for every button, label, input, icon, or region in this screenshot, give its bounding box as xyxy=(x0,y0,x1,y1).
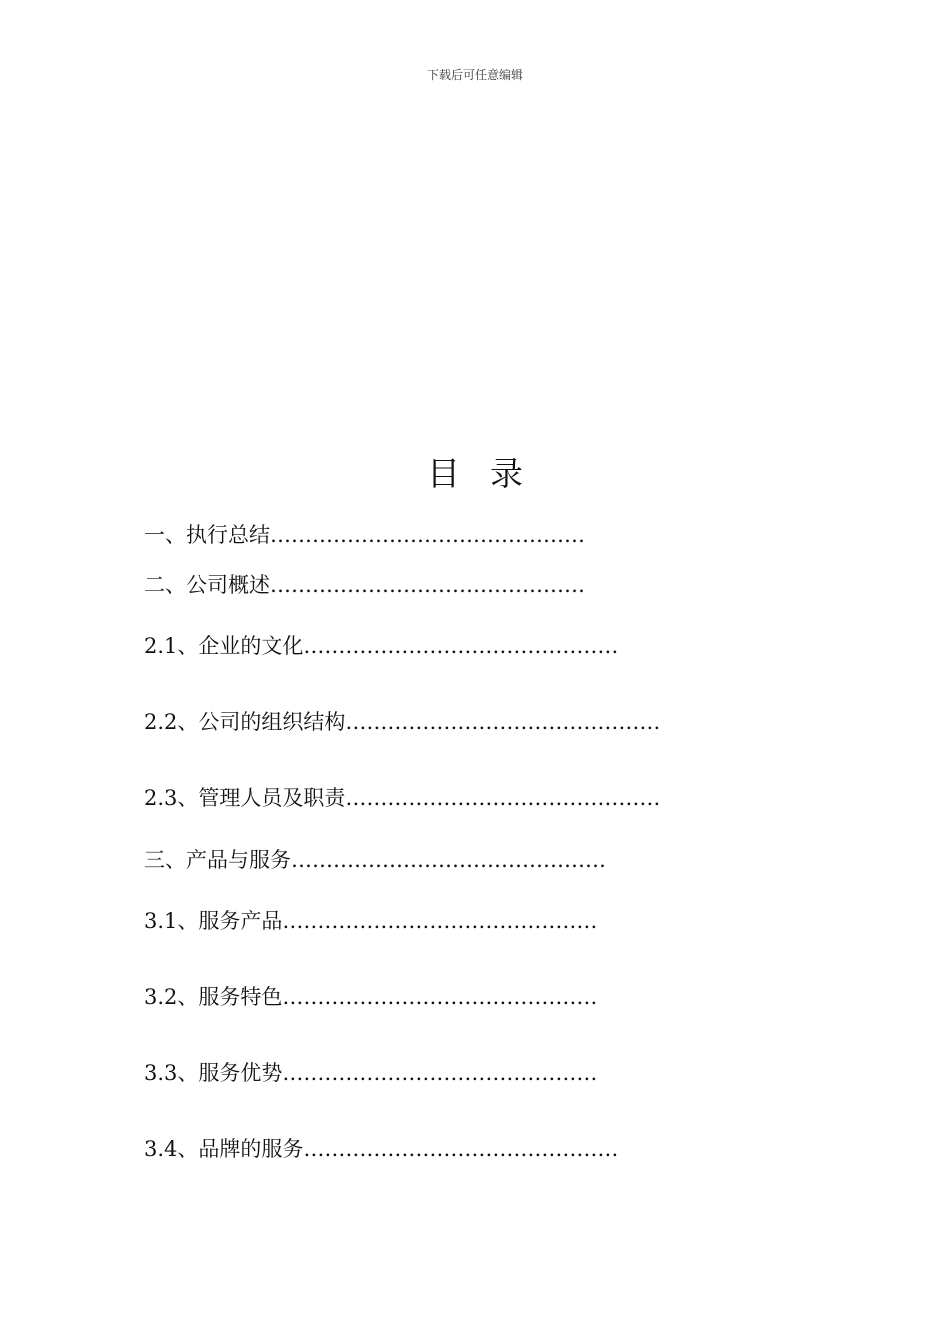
toc-entry-3 xyxy=(144,632,618,660)
toc-entry-leader: ……………………………………… xyxy=(303,634,619,658)
toc-entry-1 xyxy=(144,521,585,549)
toc-entry-leader: ……………………………………… xyxy=(291,848,606,872)
toc-entry-leader: ……………………………………… xyxy=(345,786,661,810)
toc-entry-leader: ……………………………………… xyxy=(282,985,598,1009)
toc-entry-7 xyxy=(144,907,597,935)
toc-entry-leader: ……………………………………… xyxy=(282,1061,598,1085)
toc-entry-label: 3.4、品牌的服务 xyxy=(144,1137,304,1161)
toc-entry-5 xyxy=(144,784,660,812)
toc-entry-label: 三、产品与服务 xyxy=(144,848,291,872)
toc-entry-label: 一、执行总结 xyxy=(144,523,270,547)
toc-entry-label: 2.2、公司的组织结构 xyxy=(144,710,346,734)
toc-entry-label: 3.1、服务产品 xyxy=(144,909,283,933)
toc-title: 目录 xyxy=(427,454,553,493)
toc-entry-2 xyxy=(144,571,585,599)
toc-entry-9 xyxy=(144,1059,597,1087)
toc-entry-label: 二、公司概述 xyxy=(144,573,270,597)
toc-entry-label: 3.2、服务特色 xyxy=(144,985,283,1009)
toc-entry-4 xyxy=(144,708,660,736)
toc-entry-leader: ……………………………………… xyxy=(282,909,598,933)
toc-entry-label: 3.3、服务优势 xyxy=(144,1061,283,1085)
toc-entry-6 xyxy=(144,846,606,874)
toc-entry-8 xyxy=(144,983,597,1011)
toc-entry-leader: ……………………………………… xyxy=(270,573,585,597)
toc-entry-leader: ……………………………………… xyxy=(303,1137,619,1161)
toc-entry-label: 2.3、管理人员及职责 xyxy=(144,786,346,810)
toc-entry-label: 2.1、企业的文化 xyxy=(144,634,304,658)
toc-entry-10 xyxy=(144,1135,618,1163)
toc-entry-leader: ……………………………………… xyxy=(345,710,661,734)
toc-entry-leader: ……………………………………… xyxy=(270,523,585,547)
page-header-note: 下载后可任意编辑 xyxy=(426,68,523,82)
